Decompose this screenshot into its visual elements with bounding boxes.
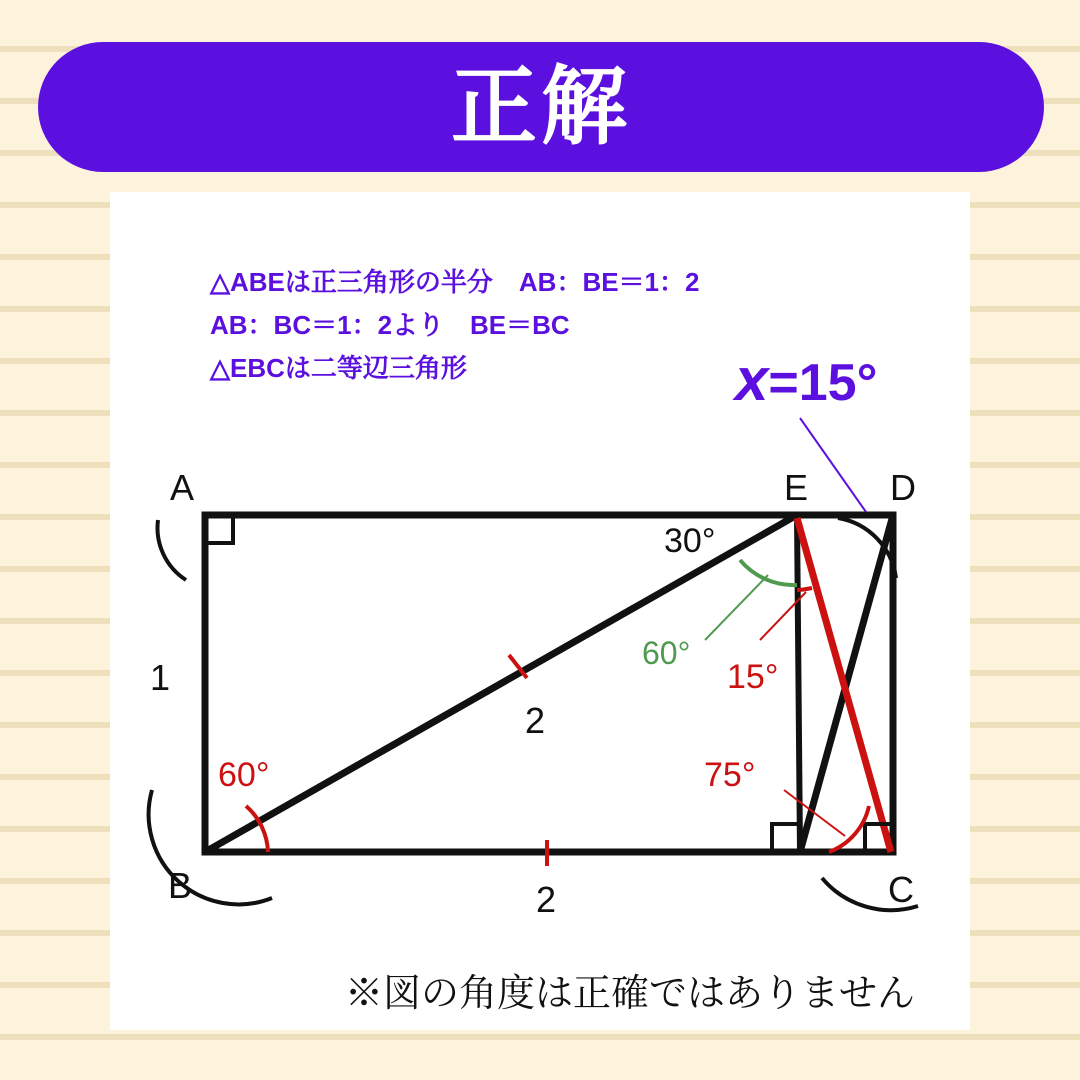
note-line-2: AB：BC＝1：2より BE＝BC: [210, 310, 570, 340]
length-label-ab: 1: [150, 657, 171, 698]
angle-arc-30-e: [740, 560, 797, 585]
vertex-label-b: B: [168, 865, 193, 906]
leader-line-x: [800, 418, 866, 512]
length-label-bc: 2: [536, 879, 557, 920]
answer-text: =15°: [768, 354, 878, 412]
figure-footnote: ※図の角度は正確ではありません: [345, 973, 916, 1015]
banner-title: 正解: [451, 59, 631, 155]
right-angle-mark-efoot: [772, 824, 800, 852]
x-symbol: x: [735, 346, 769, 413]
right-angle-mark-a: [205, 515, 233, 543]
segment-be: [205, 515, 797, 852]
angle-label-30: 30°: [664, 522, 716, 560]
angle-label-60-red: 60°: [218, 756, 270, 794]
note-line-1: △ABEは正三角形の半分 AB：BE＝1：2: [210, 267, 700, 297]
angle-label-15: 15°: [727, 658, 779, 696]
angle-label-75: 75°: [704, 756, 756, 794]
leader-line-60: [705, 575, 768, 640]
vertex-label-d: D: [890, 467, 916, 508]
angle-arc-15-e: [797, 588, 812, 590]
vertex-label-c: C: [888, 869, 914, 910]
vertex-label-a: A: [170, 467, 195, 508]
vertex-label-e: E: [784, 467, 809, 508]
angle-label-60-green: 60°: [642, 635, 691, 671]
length-label-be: 2: [525, 700, 546, 741]
note-line-3: △EBCは二等辺三角形: [210, 353, 467, 383]
arc-mark-a: [158, 520, 186, 580]
rectangle-abcd: [205, 515, 893, 852]
